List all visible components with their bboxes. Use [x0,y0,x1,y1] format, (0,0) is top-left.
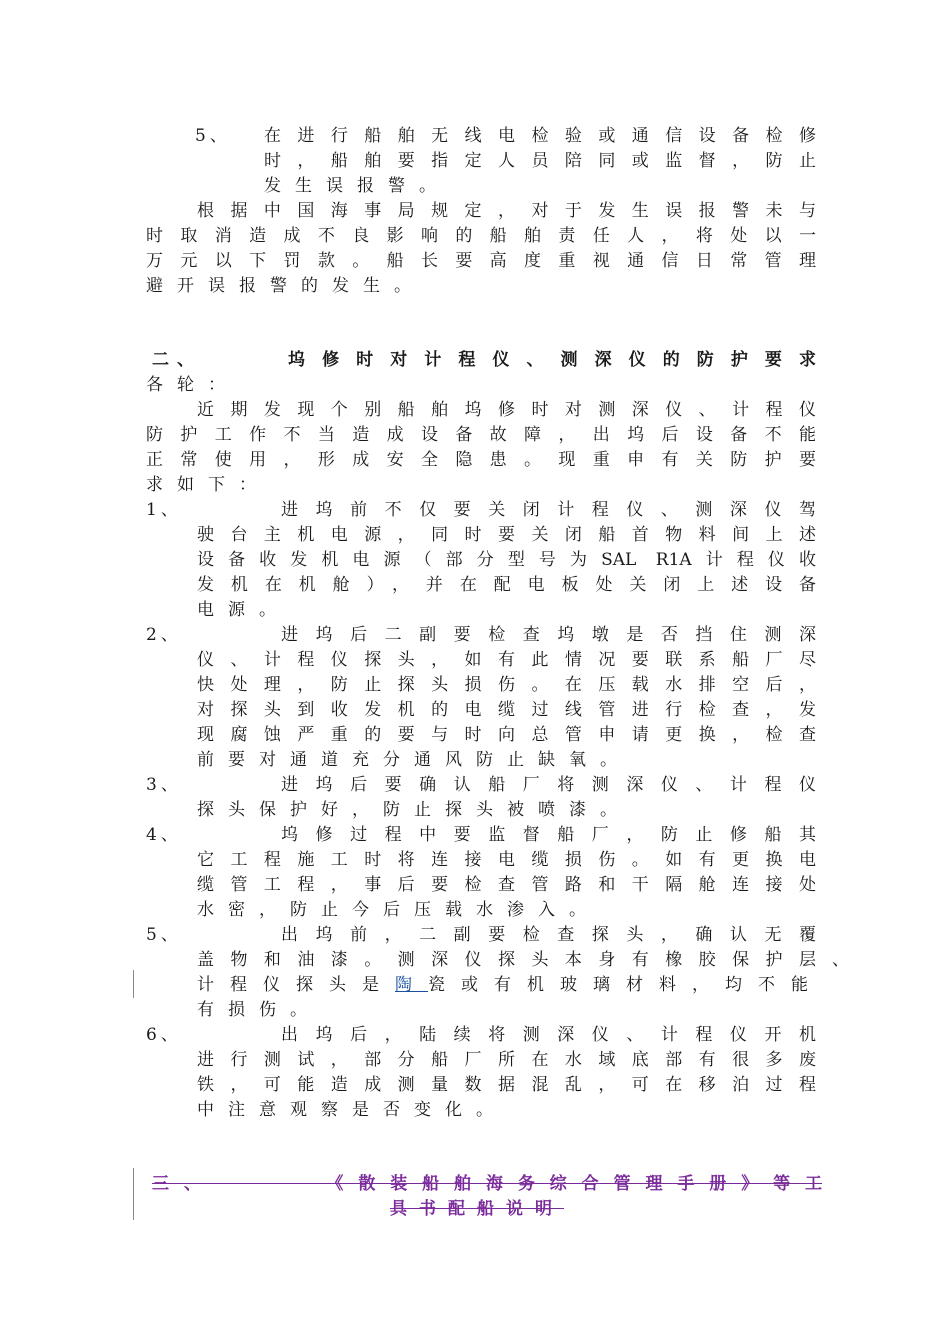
item-2-number: 2、 [146,625,182,645]
item-4-line-2: 它工程施工时将连接电缆损伤。如有更换电 [197,850,816,870]
item-2-line-4: 对探头到收发机的电缆过线管进行检查，发 [197,700,816,720]
item-5b-number: 5、 [146,925,182,945]
revision-insertion: 陶 [395,975,428,995]
item-6-line-3: 铁，可能造成测量数据混乱，可在移泊过程 [197,1075,816,1095]
item-1-line-1: 进坞前不仅要关闭计程仪、测深仪驾 [281,500,816,520]
regulation-para-line-2: 时取消造成不良影响的船舶责任人，将处以一 [146,226,816,246]
section-3-heading-line-1: 三、 《散装船舶海务综合管理手册》等工 [152,1174,822,1194]
item-4-line-3: 缆管工程，事后要检查管路和干隔舱连接处 [197,875,816,895]
item-5b-trailing-mark: 、 [832,950,849,970]
item-6-number: 6、 [146,1025,182,1045]
item-5b-line-3-prefix: 计程仪探头是 [197,975,395,995]
item-5b-line-4: 有损伤。 [197,1000,321,1020]
item-2-line-2: 仪、计程仪探头，如有此情况要联系船厂尽 [197,650,816,670]
section-2-heading: 坞修时对计程仪、测深仪的防护要求 [288,350,816,370]
section-3-heading-line-2: 具书配船说明 [390,1199,564,1219]
regulation-para-line-1: 根据中国海事局规定，对于发生误报警未与 [197,201,816,221]
item-6-line-4: 中注意观察是否变化。 [197,1100,507,1120]
item-1-line-5: 电源。 [197,600,290,620]
salutation: 各轮： [146,375,239,395]
regulation-para-line-3: 万元以下罚款。船长要高度重视通信日常管理 [146,251,816,271]
item-5-number: 5、 [195,126,231,146]
regulation-para-line-4: 避开误报警的发生。 [146,276,425,296]
item-1-line-4: 发机在机舱），并在配电板处关闭上述设备 [197,575,816,595]
change-bar [133,970,134,998]
item-5-line-3: 发生误报警。 [264,176,450,196]
item-2-line-5: 现腐蚀严重的要与时向总管申请更换，检查 [197,725,816,745]
item-2-line-3: 快处理，防止探头损伤。在压载水排空后， [197,675,816,695]
item-5b-line-1: 出坞前，二副要检查探头，确认无覆 [281,925,816,945]
change-bar-section-3 [133,1168,134,1220]
item-4-line-1: 坞修过程中要监督船厂，防止修船其 [281,825,816,845]
item-1-line-3: 设备收发机电源（部分型号为SAL R1A计程仪收 [197,550,816,570]
section-2-number: 二、 [152,350,202,370]
intro-line-2: 防护工作不当造成设备故障，出坞后设备不能 [146,425,816,445]
intro-line-3: 正常使用，形成安全隐患。现重申有关防护要 [146,450,816,470]
item-3-line-2: 探头保护好，防止探头被喷漆。 [197,800,631,820]
item-2-line-1: 进坞后二副要检查坞墩是否挡住测深 [281,625,816,645]
item-4-line-4: 水密，防止今后压载水渗入。 [197,900,600,920]
item-2-line-6: 前要对通道充分通风防止缺氧。 [197,750,631,770]
item-6-line-2: 进行测试，部分船厂所在水域底部有很多废 [197,1050,816,1070]
item-6-line-1: 出坞后，陆续将测深仪、计程仪开机 [281,1025,816,1045]
intro-line-1: 近期发现个别船舶坞修时对测深仪、计程仪 [197,400,816,420]
item-5-line-1: 在进行船舶无线电检验或通信设备检修 [264,126,816,146]
item-1-line-2: 驶台主机电源，同时要关闭船首物料间上述 [197,525,816,545]
item-4-number: 4、 [146,825,182,845]
item-5-line-2: 时，船舶要指定人员陪同或监督，防止 [264,151,816,171]
item-3-line-1: 进坞后要确认船厂将测深仪、计程仪 [281,775,816,795]
item-5b-line-3-rest: 瓷或有机玻璃材料，均不能 [428,975,824,995]
item-5b-line-3 [197,973,824,998]
item-5b-line-2: 盖物和油漆。测深仪探头本身有橡胶保护层 [197,950,816,970]
intro-line-4: 求如下： [146,475,270,495]
item-1-number: 1、 [146,500,182,520]
item-3-number: 3、 [146,775,182,795]
